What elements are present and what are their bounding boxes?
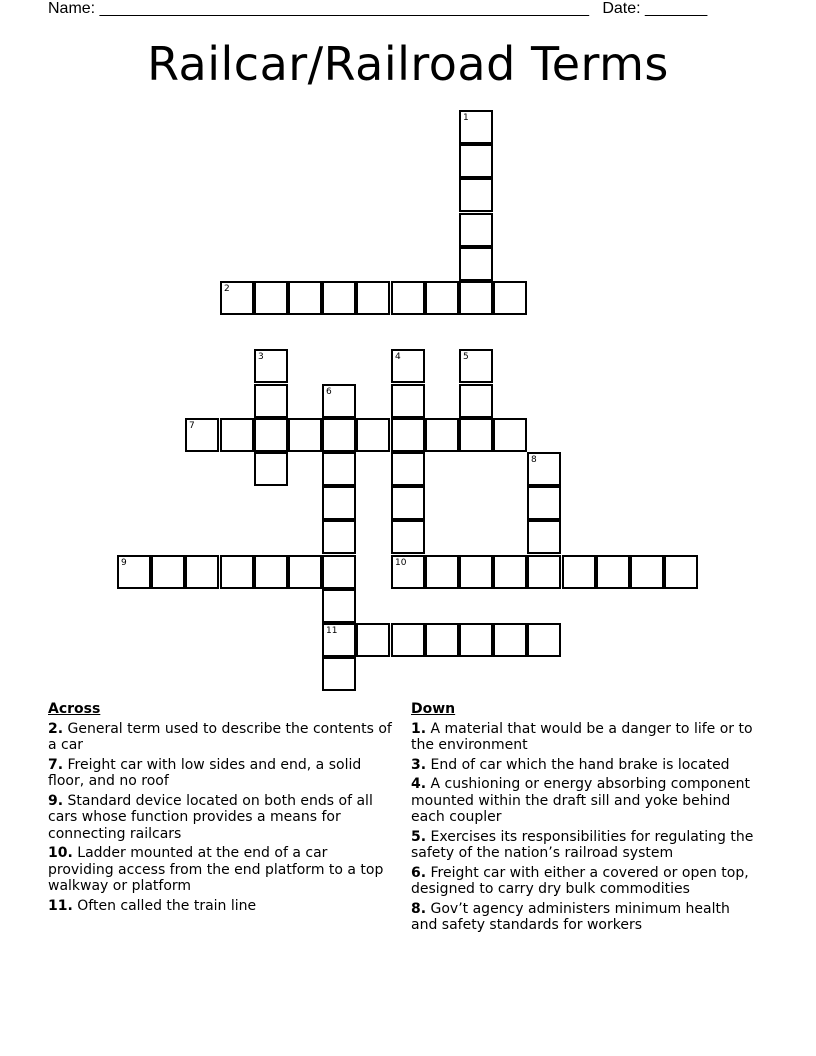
- crossword-cell[interactable]: [459, 144, 493, 178]
- crossword-cell[interactable]: [391, 555, 425, 589]
- crossword-cell[interactable]: [459, 178, 493, 212]
- clue-down-6: [411, 865, 756, 898]
- clue-number: 6.: [411, 864, 427, 881]
- crossword-cell[interactable]: [391, 520, 425, 554]
- crossword-cell[interactable]: [322, 418, 356, 452]
- clue-number-label: 6: [326, 387, 332, 397]
- crossword-cell[interactable]: [185, 555, 219, 589]
- clue-number-label: 4: [395, 352, 401, 362]
- crossword-cell[interactable]: [220, 555, 254, 589]
- clue-text: End of car which the hand brake is located: [430, 756, 730, 773]
- clue-number-label: 11: [326, 626, 338, 636]
- crossword-cell[interactable]: [322, 589, 356, 623]
- clue-text: Gov’t agency administers minimum health and safety standards for workers: [411, 900, 730, 933]
- clue-text: Freight car with low sides and end, a solid floor, and no roof: [48, 756, 362, 789]
- crossword-cell[interactable]: [391, 418, 425, 452]
- name-field[interactable]: Name: _______________________________________________________: [48, 0, 589, 17]
- crossword-cell[interactable]: [220, 418, 254, 452]
- crossword-cell[interactable]: [493, 555, 527, 589]
- page-title: Railcar/Railroad Terms: [147, 37, 669, 91]
- crossword-cell[interactable]: [151, 555, 185, 589]
- crossword-cell[interactable]: [459, 555, 493, 589]
- crossword-cell[interactable]: [493, 623, 527, 657]
- crossword-cell[interactable]: [527, 452, 561, 486]
- crossword-cell[interactable]: [459, 418, 493, 452]
- crossword-cell[interactable]: [391, 623, 425, 657]
- crossword-cell[interactable]: [459, 247, 493, 281]
- crossword-cell[interactable]: [630, 555, 664, 589]
- crossword-cell[interactable]: [288, 281, 322, 315]
- clue-text: Ladder mounted at the end of a car providing access from the end platform to a top walkway or platform: [48, 845, 384, 894]
- clue-number-label: 9: [121, 558, 127, 568]
- clue-number: 9.: [48, 792, 64, 809]
- clue-text: A cushioning or energy absorbing component mounted within the draft sill and yoke behind each coupler: [411, 776, 750, 825]
- crossword-cell[interactable]: [459, 110, 493, 144]
- across-heading: Across: [48, 701, 101, 717]
- clue-number-label: 5: [463, 352, 469, 362]
- clue-number: 7.: [48, 756, 64, 773]
- crossword-cell[interactable]: [288, 555, 322, 589]
- crossword-cell[interactable]: [425, 418, 459, 452]
- crossword-cell[interactable]: [425, 281, 459, 315]
- clue-down-3: [411, 757, 756, 774]
- crossword-cell[interactable]: [356, 281, 390, 315]
- date-field[interactable]: Date: _______: [602, 0, 708, 17]
- clue-text: Standard device located on both ends of all cars whose function provides a means for connecting railcars: [48, 792, 373, 842]
- clue-number: 11.: [48, 897, 73, 914]
- crossword-cell[interactable]: [527, 486, 561, 520]
- crossword-cell[interactable]: [254, 349, 288, 383]
- crossword-cell[interactable]: [391, 349, 425, 383]
- crossword-cell[interactable]: [322, 520, 356, 554]
- crossword-cell[interactable]: [459, 349, 493, 383]
- crossword-cell[interactable]: [493, 281, 527, 315]
- clue-number: 3.: [411, 756, 427, 773]
- crossword-cell[interactable]: [493, 418, 527, 452]
- clue-number-label: 10: [395, 558, 407, 568]
- crossword-cell[interactable]: [185, 418, 219, 452]
- clue-number: 5.: [411, 828, 427, 845]
- crossword-cell[interactable]: [356, 418, 390, 452]
- crossword-cell[interactable]: [391, 486, 425, 520]
- crossword-cell[interactable]: [562, 555, 596, 589]
- clue-across-2: [48, 721, 393, 754]
- crossword-cell[interactable]: [459, 384, 493, 418]
- clue-number: 1.: [411, 720, 427, 737]
- clue-number-label: 1: [463, 113, 469, 123]
- clue-across-7: [48, 757, 393, 790]
- crossword-cell[interactable]: [254, 452, 288, 486]
- crossword-cell[interactable]: [527, 520, 561, 554]
- crossword-cell[interactable]: [117, 555, 151, 589]
- crossword-cell[interactable]: [425, 555, 459, 589]
- crossword-cell[interactable]: [459, 213, 493, 247]
- crossword-cell[interactable]: [391, 384, 425, 418]
- crossword-cell[interactable]: [254, 384, 288, 418]
- crossword-cell[interactable]: [322, 623, 356, 657]
- crossword-cell[interactable]: [254, 418, 288, 452]
- clue-text: Often called the train line: [77, 897, 257, 914]
- clue-number: 8.: [411, 900, 427, 917]
- clue-number-label: 7: [189, 421, 195, 431]
- across-clues: [48, 701, 393, 917]
- crossword-cell[interactable]: [322, 384, 356, 418]
- clue-across-11: [48, 898, 393, 915]
- crossword-cell[interactable]: [391, 452, 425, 486]
- crossword-cell[interactable]: [425, 623, 459, 657]
- crossword-cell[interactable]: [596, 555, 630, 589]
- crossword-cell[interactable]: [391, 281, 425, 315]
- clue-number: 4.: [411, 776, 427, 792]
- crossword-cell[interactable]: [322, 486, 356, 520]
- clue-across-9: [48, 793, 393, 843]
- crossword-cell[interactable]: [527, 623, 561, 657]
- clue-number-label: 8: [531, 455, 537, 465]
- crossword-cell[interactable]: [220, 281, 254, 315]
- clue-down-1: [411, 721, 756, 754]
- down-clues: [411, 701, 756, 937]
- crossword-cell[interactable]: [288, 418, 322, 452]
- crossword-cell[interactable]: [322, 555, 356, 589]
- clue-number: 2.: [48, 720, 64, 737]
- crossword-cell[interactable]: [322, 452, 356, 486]
- clue-down-4: [411, 776, 756, 826]
- clue-number-label: 2: [224, 284, 230, 294]
- crossword-cell[interactable]: [527, 555, 561, 589]
- clue-text: Freight car with either a covered or open top, designed to carry dry bulk commodities: [411, 864, 749, 897]
- clue-text: General term used to describe the contents of a car: [48, 720, 392, 753]
- crossword-cell[interactable]: [356, 623, 390, 657]
- crossword-cell[interactable]: [664, 555, 698, 589]
- clue-text: A material that would be a danger to life or to the environment: [411, 720, 753, 753]
- down-heading: Down: [411, 701, 456, 717]
- clue-across-10: [48, 845, 393, 895]
- clue-down-8: [411, 901, 756, 934]
- crossword-cell[interactable]: [322, 281, 356, 315]
- clue-number-label: 3: [258, 352, 264, 362]
- clue-number: 10.: [48, 845, 73, 861]
- crossword-cell[interactable]: [254, 555, 288, 589]
- crossword-cell[interactable]: [254, 281, 288, 315]
- clue-down-5: [411, 829, 756, 862]
- clue-text: Exercises its responsibilities for regulating the safety of the nation’s railroad system: [411, 828, 754, 861]
- crossword-cell[interactable]: [459, 623, 493, 657]
- crossword-cell[interactable]: [459, 281, 493, 315]
- crossword-cell[interactable]: [322, 657, 356, 691]
